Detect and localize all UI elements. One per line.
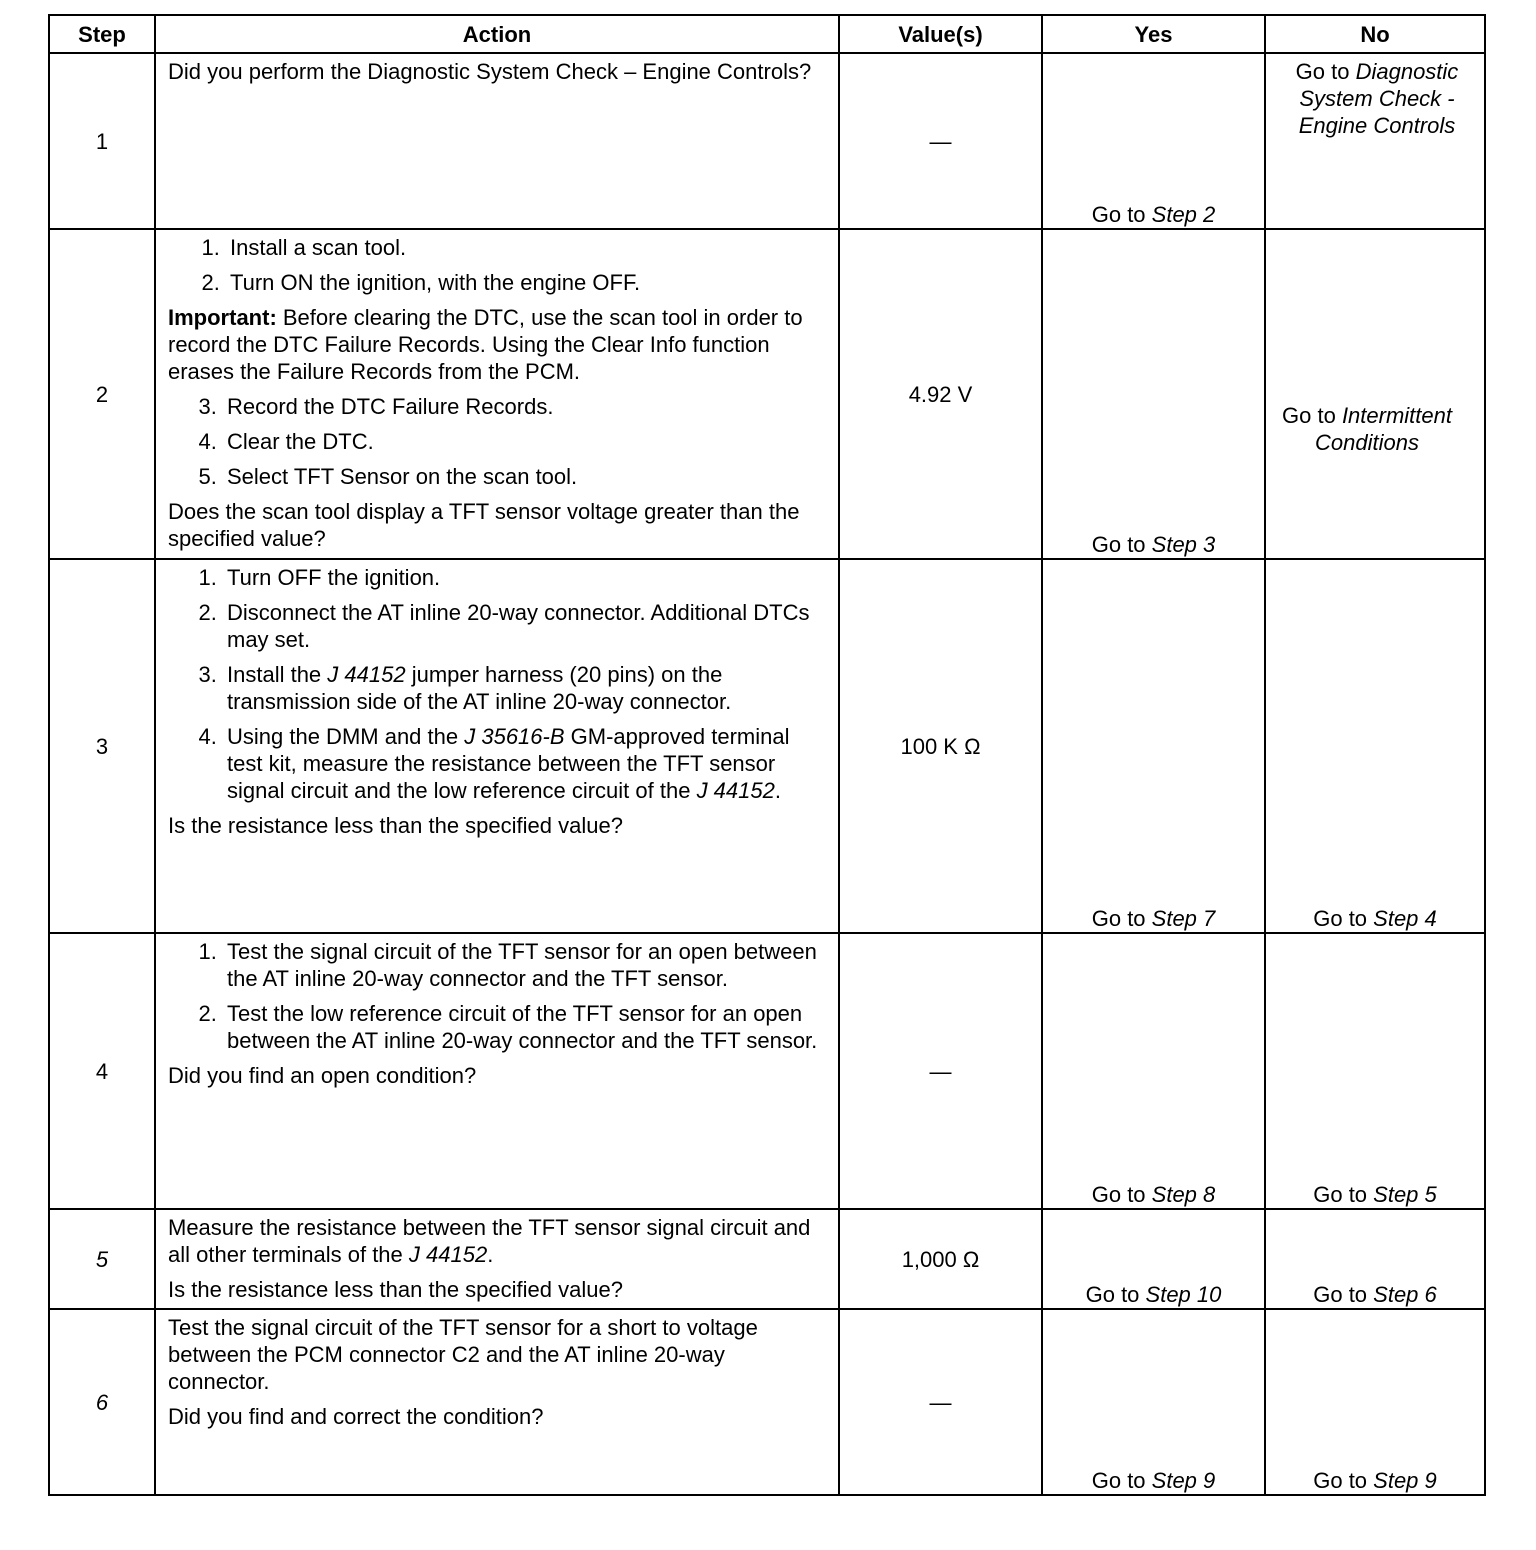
- item-text: Using the DMM and the: [227, 724, 465, 749]
- table-row: [49, 933, 1485, 1209]
- yes-link[interactable]: Step 7: [1151, 906, 1216, 931]
- yes-cell: [1042, 229, 1265, 559]
- tool-ref: J 44152: [696, 778, 775, 803]
- list-item: 2. Test the low reference circuit of the TFT sensor for an open between the AT inline 20-way connector and the TFT sensor.: [223, 1000, 828, 1054]
- list-item: 1. Test the signal circuit of the TFT sensor for an open between the AT inline 20-way connector and the TFT sensor.: [223, 938, 828, 992]
- yes-prefix: Go to: [1091, 1468, 1152, 1493]
- table-row: [49, 1309, 1485, 1495]
- list-item: 3. Record the DTC Failure Records.: [223, 393, 828, 420]
- value-cell: 4.92 V: [839, 229, 1042, 559]
- action-cell: [155, 559, 839, 933]
- step-number: 4: [49, 933, 155, 1209]
- diagnostic-table: [48, 14, 1486, 1496]
- item-text: GM-approved terminal test kit, measure the resistance between the TFT sensor signal circuit and the low reference circuit of the: [227, 724, 790, 803]
- action-cell: [155, 933, 839, 1209]
- yes-cell: [1042, 933, 1265, 1209]
- no-link[interactable]: Step 6: [1373, 1282, 1437, 1307]
- value-cell: —: [839, 933, 1042, 1209]
- no-cell: [1265, 53, 1485, 229]
- yes-link[interactable]: Step 9: [1151, 1468, 1216, 1493]
- yes-prefix: Go to: [1085, 1282, 1146, 1307]
- yes-cell: [1042, 559, 1265, 933]
- list-item: [223, 723, 828, 804]
- yes-link[interactable]: Step 3: [1151, 532, 1216, 557]
- yes-prefix: Go to: [1091, 532, 1152, 557]
- step-number-text: 5: [95, 1246, 109, 1272]
- important-text: Before clearing the DTC, use the scan tool in order to record the DTC Failure Records. Using the Clear Info function erases the Failure Records from the PCM.: [168, 305, 803, 384]
- header-no: No: [1265, 15, 1485, 53]
- list-item: 2. Turn ON the ignition, with the engine OFF.: [226, 269, 828, 296]
- action-list: [168, 564, 828, 804]
- yes-cell: [1042, 53, 1265, 229]
- no-cell: [1265, 933, 1485, 1209]
- header-row: [49, 15, 1485, 53]
- no-prefix: Go to: [1313, 1468, 1374, 1493]
- header-yes: Yes: [1042, 15, 1265, 53]
- action-text: Test the signal circuit of the TFT sensor for a short to voltage between the PCM connector C2 and the AT inline 20-way connector.: [168, 1315, 758, 1394]
- value-cell: 1,000 Ω: [839, 1209, 1042, 1309]
- table-row: [49, 1209, 1485, 1309]
- no-link[interactable]: Step 5: [1373, 1182, 1437, 1207]
- value-cell: 100 K Ω: [839, 559, 1042, 933]
- no-prefix: Go to: [1313, 1182, 1374, 1207]
- action-list: [168, 234, 828, 296]
- list-item: [223, 661, 828, 715]
- tool-ref: J 44152: [327, 662, 406, 687]
- header-values: Value(s): [839, 15, 1042, 53]
- table-row: [49, 559, 1485, 933]
- value-cell: —: [839, 53, 1042, 229]
- list-item: 4. Clear the DTC.: [223, 428, 828, 455]
- yes-link[interactable]: Step 2: [1151, 202, 1216, 227]
- action-question: Is the resistance less than the specified value?: [168, 813, 623, 838]
- no-link[interactable]: Diagnostic System Check - Engine Controls: [1298, 59, 1459, 138]
- table-row: [49, 229, 1485, 559]
- no-prefix: Go to: [1295, 59, 1356, 84]
- yes-cell: [1042, 1209, 1265, 1309]
- action-text: Did you perform the Diagnostic System Check – Engine Controls?: [168, 59, 812, 84]
- table-row: [49, 53, 1485, 229]
- yes-prefix: Go to: [1091, 1182, 1152, 1207]
- list-item: 1. Install a scan tool.: [226, 234, 828, 261]
- step-number: 1: [49, 53, 155, 229]
- action-text: [168, 1214, 828, 1268]
- action-cell: [155, 53, 839, 229]
- action-cell: [155, 229, 839, 559]
- action-question: Is the resistance less than the specified value?: [168, 1277, 623, 1302]
- list-item: 1. Turn OFF the ignition.: [223, 564, 828, 591]
- item-text: .: [774, 778, 781, 803]
- header-action: Action: [155, 15, 839, 53]
- list-item: 5. Select TFT Sensor on the scan tool.: [223, 463, 828, 490]
- no-cell: [1265, 559, 1485, 933]
- no-prefix: Go to: [1282, 403, 1342, 428]
- no-cell: [1265, 1209, 1485, 1309]
- action-text-part: .: [487, 1242, 494, 1267]
- no-cell: [1265, 1309, 1485, 1495]
- no-prefix: Go to: [1313, 1282, 1374, 1307]
- no-prefix: Go to: [1313, 906, 1374, 931]
- no-link[interactable]: Step 4: [1373, 906, 1437, 931]
- no-cell: [1265, 229, 1485, 559]
- important-label: Important:: [168, 305, 277, 330]
- tool-ref: J 35616-B: [464, 724, 565, 749]
- action-question: Does the scan tool display a TFT sensor voltage greater than the specified value?: [168, 499, 800, 551]
- important-note: [168, 304, 828, 385]
- action-text-part: Measure the resistance between the TFT sensor signal circuit and all other terminals of the: [168, 1215, 811, 1267]
- action-question: Did you find an open condition?: [168, 1063, 477, 1088]
- yes-prefix: Go to: [1091, 906, 1152, 931]
- action-cell: [155, 1309, 839, 1495]
- item-text: Install the: [227, 662, 328, 687]
- yes-cell: [1042, 1309, 1265, 1495]
- step-number: [49, 1309, 155, 1495]
- value-cell: —: [839, 1309, 1042, 1495]
- step-number: 3: [49, 559, 155, 933]
- item-text: jumper harness (20 pins) on the transmission side of the AT inline 20-way connector.: [227, 662, 732, 714]
- action-question: Did you find and correct the condition?: [168, 1404, 544, 1429]
- yes-link[interactable]: Step 8: [1151, 1182, 1216, 1207]
- step-number-text: 6: [95, 1389, 109, 1415]
- yes-prefix: Go to: [1091, 202, 1152, 227]
- no-link[interactable]: Intermittent Conditions: [1315, 403, 1452, 455]
- yes-link[interactable]: Step 10: [1145, 1282, 1222, 1307]
- list-item: 2. Disconnect the AT inline 20-way connector. Additional DTCs may set.: [223, 599, 828, 653]
- step-number: 2: [49, 229, 155, 559]
- no-link[interactable]: Step 9: [1373, 1468, 1437, 1493]
- step-number: [49, 1209, 155, 1309]
- action-list: [168, 393, 828, 490]
- tool-ref: J 44152: [408, 1242, 488, 1267]
- header-step: Step: [49, 15, 155, 53]
- action-cell: [155, 1209, 839, 1309]
- action-list: [168, 938, 828, 1054]
